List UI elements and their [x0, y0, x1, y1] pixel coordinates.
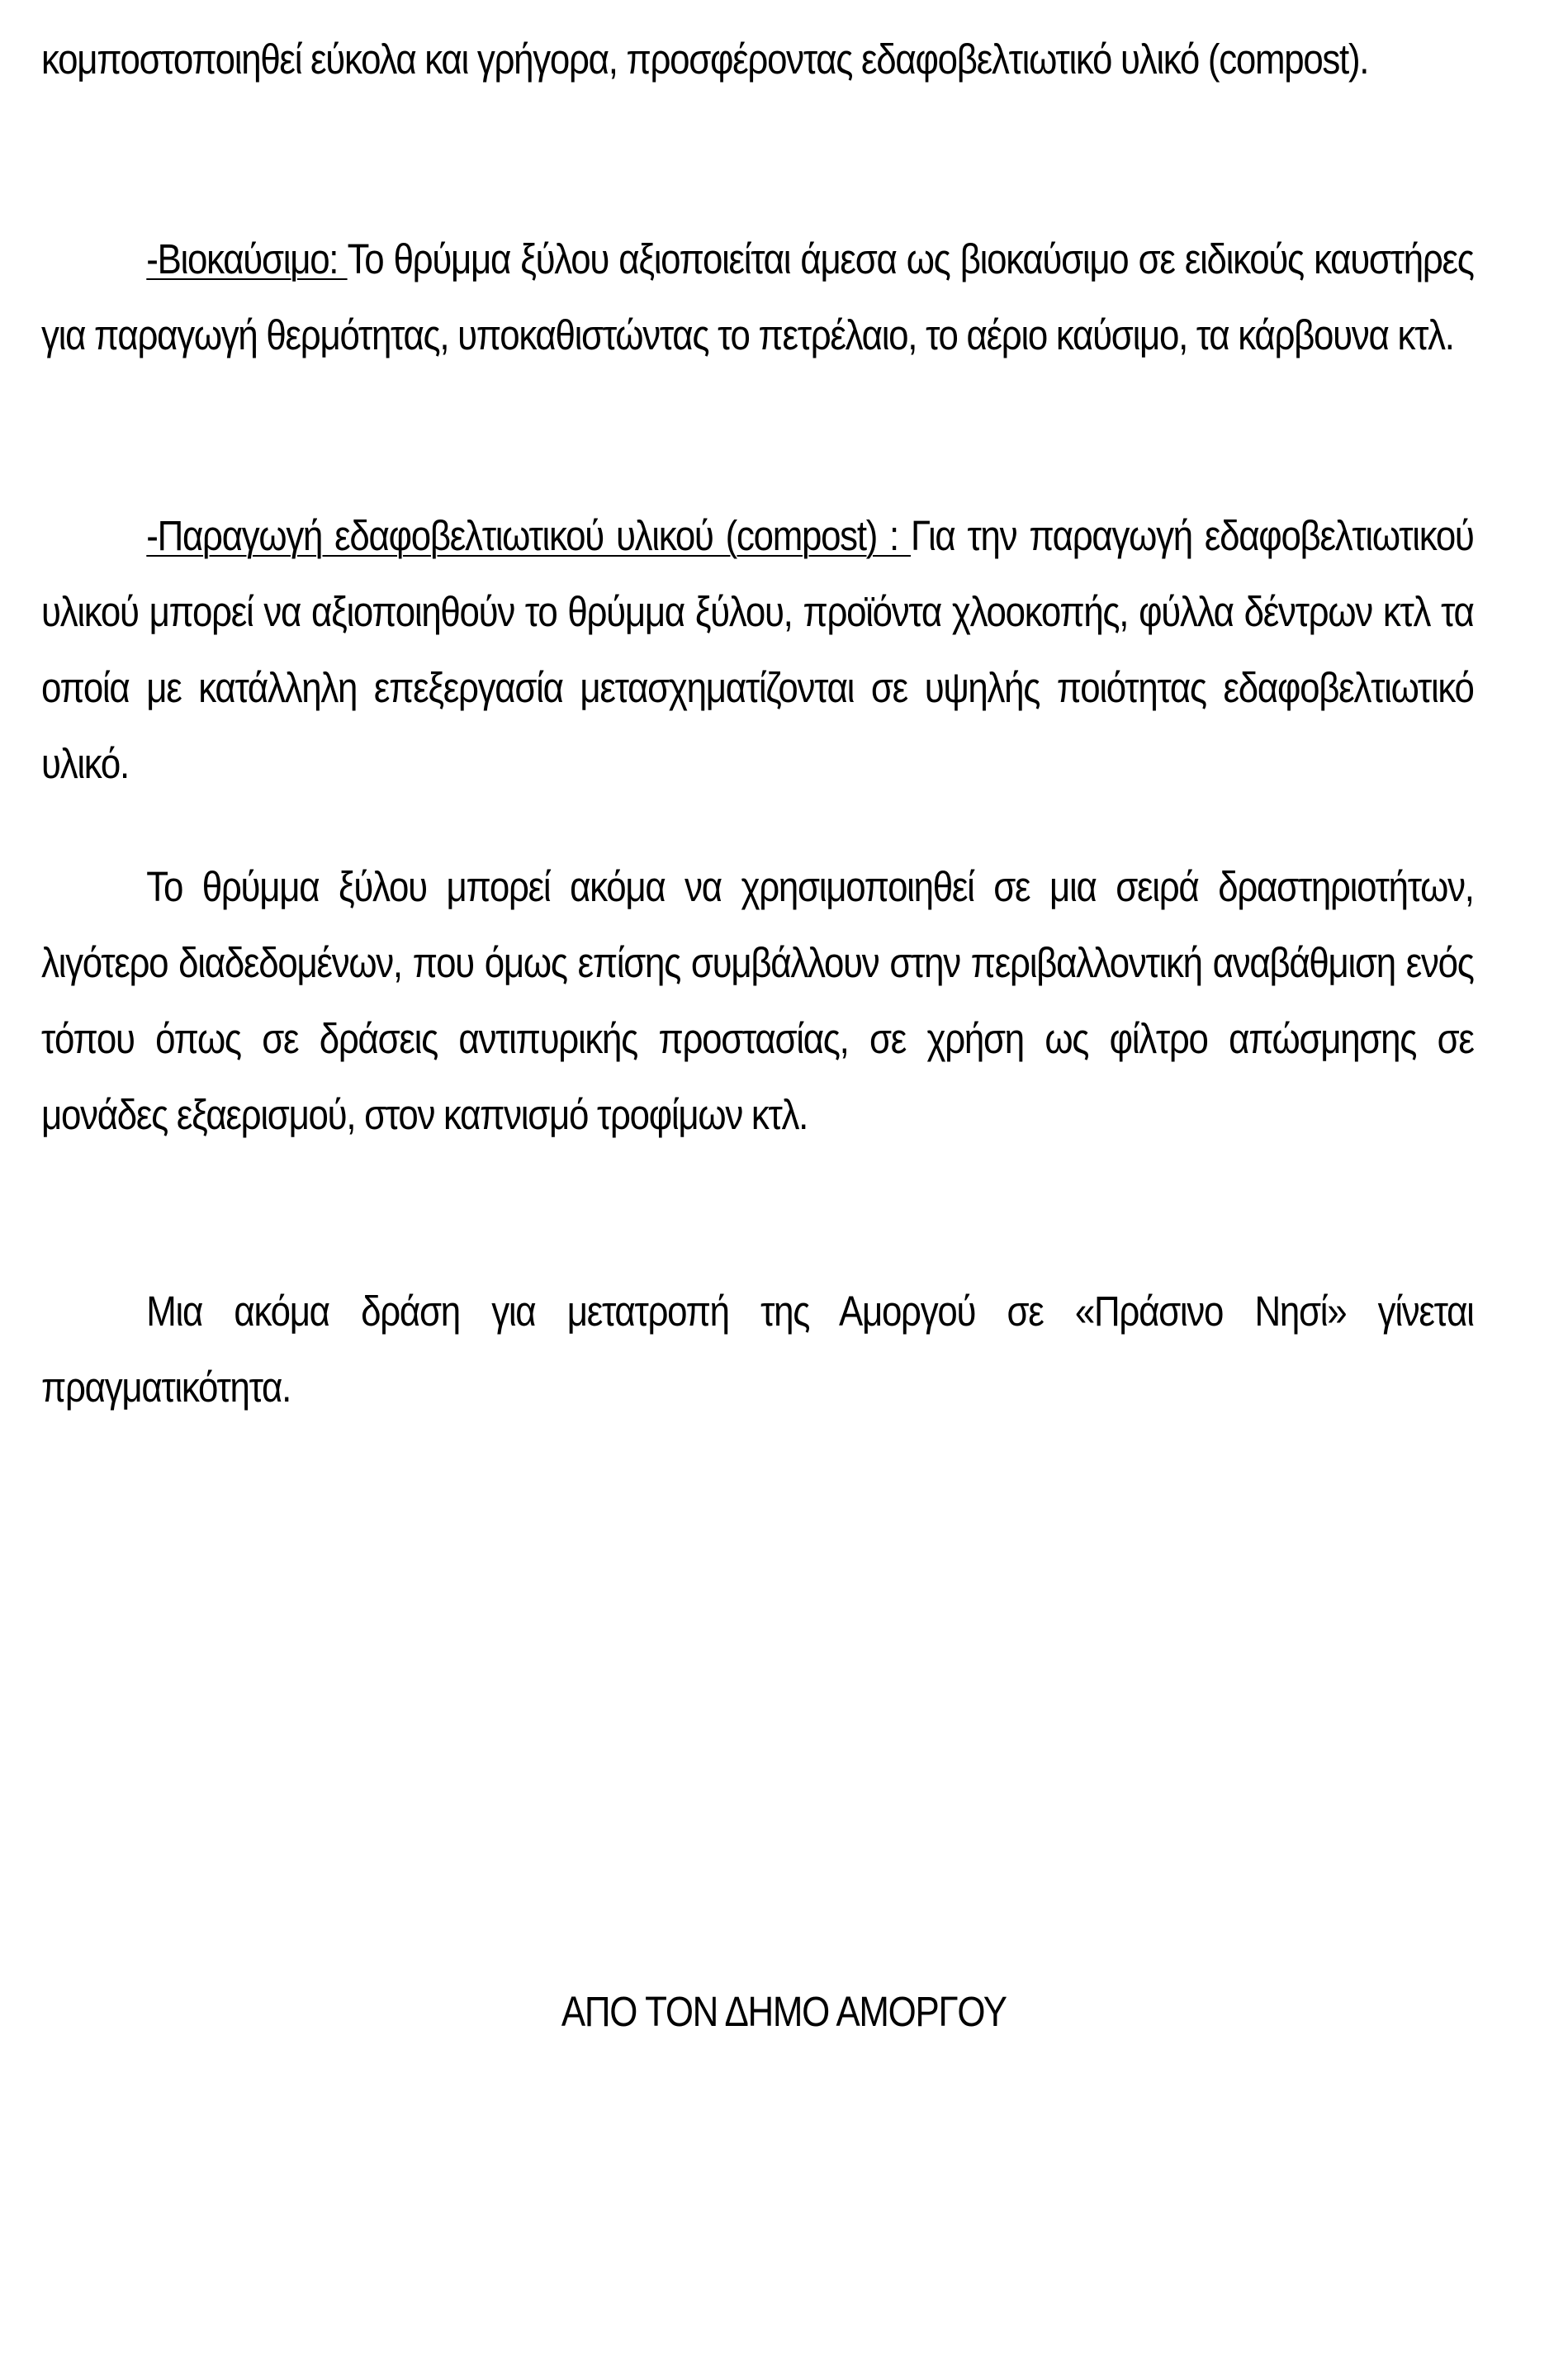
paragraph-text: Για την παραγωγή εδαφοβελτιωτικού υλικού μπορεί να αξιοποιηθούν το θρύμμα ξύλου, προϊόντα χλοοκοπής, φύλλα δέντρων κτλ τα οποία με κατάλληλη επεξεργασία μετασχηματίζονται σε υψηλής ποιότητας εδαφοβελτιωτικό υλικό.	[41, 512, 1474, 787]
signature-line	[0, 1979, 1568, 2045]
paragraph-text: Μια ακόμα δράση για μετατροπή της Αμοργού σε «Πράσινο Νησί» γίνεται πραγματικότητα.	[41, 1288, 1474, 1411]
paragraph-text: Το θρύμμα ξύλου μπορεί ακόμα να χρησιμοποιηθεί σε μια σειρά δραστηριοτήτων, λιγότερο διαδεδομένων, που όμως επίσης συμβάλλουν στην περιβαλλοντική αναβάθμιση ενός τόπου όπως σε δράσεις αντιπυρικής προστασίας, σε χρήση ως φίλτρο απώσμησης σε μονάδες εξαερισμού, στον καπνισμό τροφίμων κτλ.	[41, 863, 1474, 1138]
signature-text: ΑΠΟ ΤΟΝ ΔΗΜΟ ΑΜΟΡΓΟΥ	[561, 1988, 1007, 2035]
paragraph-text: Το θρύμμα ξύλου αξιοποιείται άμεσα ως βιοκαύσιμο σε ειδικούς καυστήρες για παραγωγή θερμότητας, υποκαθιστώντας το πετρέλαιο, το αέριο καύσιμο, τα κάρβουνα κτλ.	[41, 235, 1474, 358]
paragraph-text: κομποστοποιηθεί εύκολα και γρήγορα, προσφέροντας εδαφοβελτιωτικό υλικό (compost).	[41, 36, 1369, 83]
paragraph-biofuel	[41, 221, 1474, 373]
paragraph-other-uses	[41, 849, 1474, 1153]
paragraph-green-island	[41, 1274, 1474, 1426]
paragraph-heading-biofuel: -Βιοκαύσιμο:	[146, 235, 348, 282]
paragraph-heading-compost: -Παραγωγή εδαφοβελτιωτικού υλικού (compost) :	[146, 512, 911, 559]
paragraph-compost-production	[41, 498, 1474, 802]
paragraph-compost-continuation	[41, 21, 1474, 97]
